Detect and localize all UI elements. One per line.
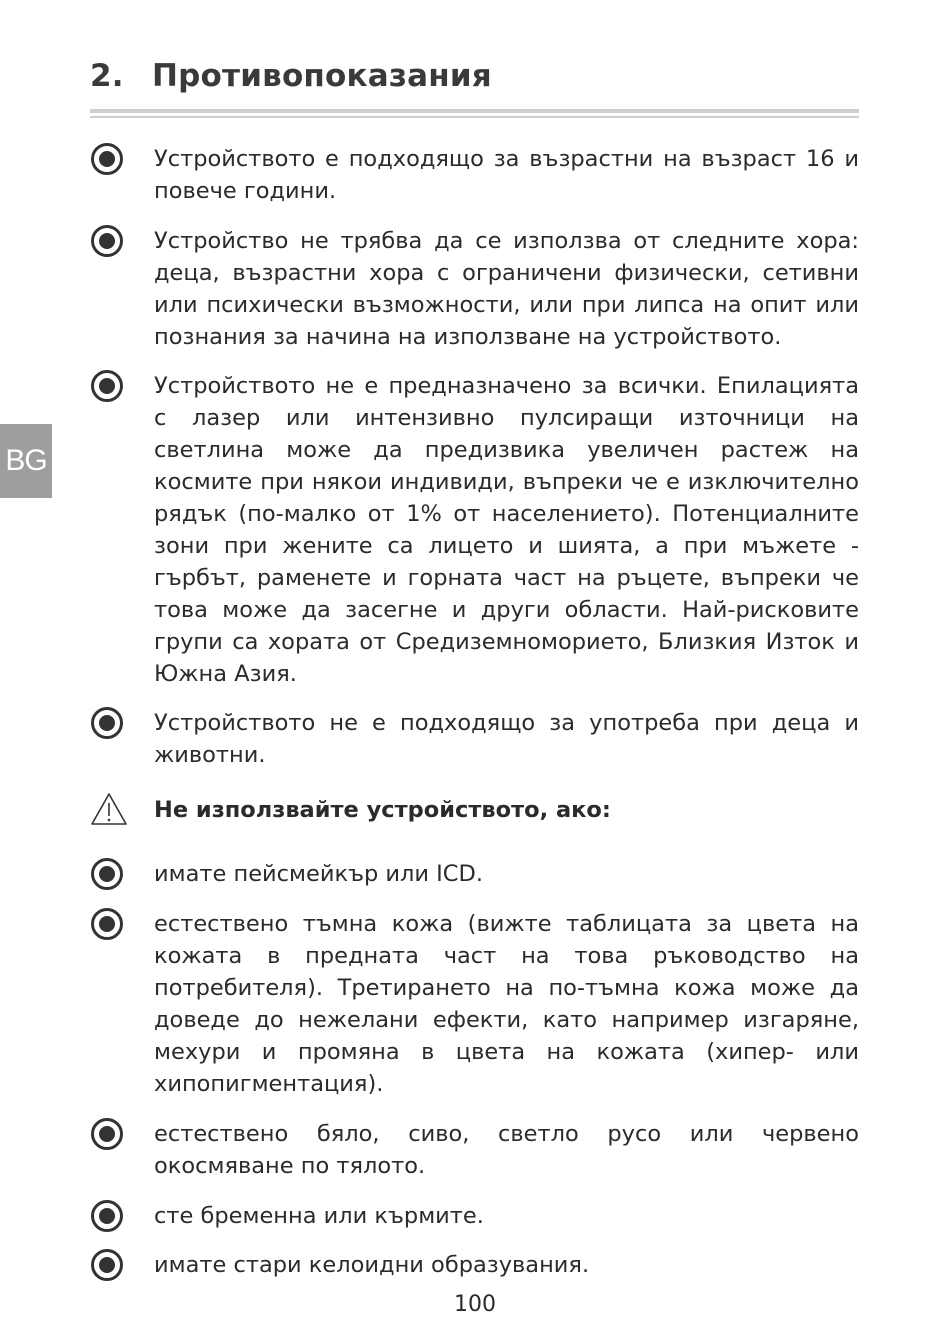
bullet-icon [91,1200,123,1232]
list-item-text: Устройството не е подходящо за употреба при деца и животни. [154,710,859,768]
heading-rule [90,109,859,113]
bullet-icon [91,707,123,739]
section-number: 2. [90,58,124,94]
section-title: Противопоказания [152,58,492,94]
warning-label: Не използвайте устройството, ако: [154,797,611,823]
list-item-text: Устройството е подходящо за възрастни на възраст 16 и повече години. [154,146,859,204]
list-item-text: естествено тъмна кожа (вижте таблицата за цвета на кожата в предната част на това ръководство на потребителя). Третирането на по-тъмна кожа може да доведе до нежелани ефекти, като например изгаряне, мехури и промяна в цвета на кожата (хипер- или хипопигментация). [154,911,859,1097]
bullet-icon [91,1249,123,1281]
list-item-text: естествено бяло, сиво, светло русо или червено окосмяване по тялото. [154,1121,859,1179]
bullet-icon [91,143,123,175]
heading-rule-thin [90,116,859,118]
language-tab: BG [0,424,52,498]
list-item-text: имате стари келоидни образувания. [154,1252,590,1278]
list-item-text: Устройство не трябва да се използва от следните хора: деца, възрастни хора с ограничени физически, сетивни или психически възможности, или при липса на опит или познания за начина на използване на устройството. [154,228,859,350]
list-item-text: Устройството не е предназначено за всички. Епилацията с лазер или интензивно пулсиращи източници на светлина може да предизвика увеличен растеж на космите при някои индивиди, въпреки че е изключително рядък (по-малко от 1% от населението). Потенциалните зони при жените са лицето и шията, а при мъжете - гърбът, раменете и горната част на ръцете, въпреки че това може да засегне и други области. Най-рисковите групи са хората от Средиземноморието, Близкия Изток и Южна Азия. [154,373,859,687]
bullet-icon [91,908,123,940]
bullet-icon [91,225,123,257]
page-number: 100 [454,1292,496,1317]
list-item-text: сте бременна или кърмите. [154,1203,484,1229]
section-heading [90,58,492,94]
bullet-icon [91,858,123,890]
warning-triangle-icon [90,792,128,826]
list-item-text: имате пейсмейкър или ICD. [154,861,483,887]
bullet-icon [91,1118,123,1150]
bullet-icon [91,370,123,402]
